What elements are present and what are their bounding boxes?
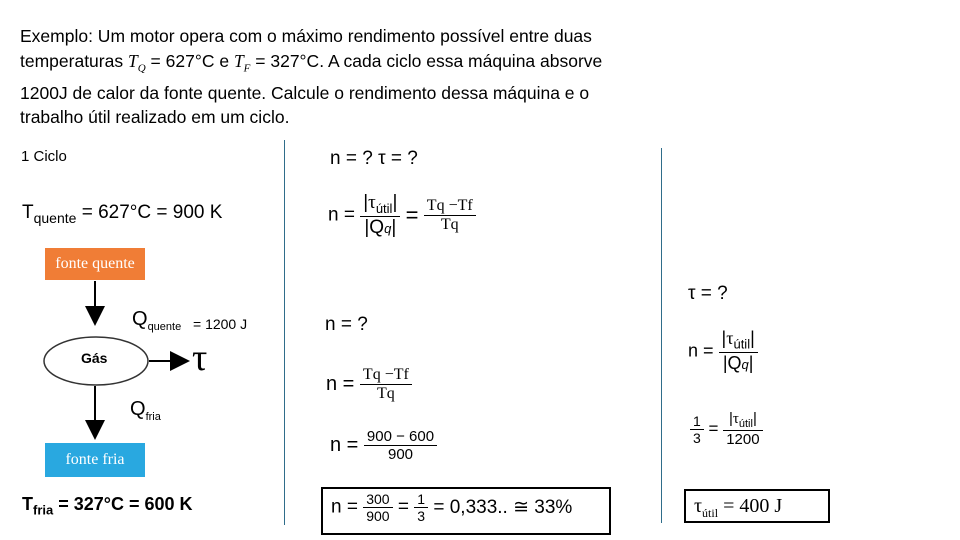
frac-1-3 [414, 491, 428, 524]
final-efficiency-box [321, 487, 611, 535]
divider-right [661, 148, 662, 523]
efficiency-formula-1 [328, 192, 476, 239]
tq-den-2: Tq [376, 385, 395, 402]
final-n: n = [331, 496, 358, 518]
n-equals-right: n = [688, 340, 714, 361]
util-subscript: útil [375, 200, 393, 216]
tq-tf-num-2: Tq −Tf [360, 366, 412, 385]
q-symbol: Q [132, 308, 148, 330]
final-work-box [684, 489, 830, 523]
efficiency-formula-2 [326, 366, 412, 403]
tq-symbol: T [127, 50, 138, 71]
unknowns-label: n = ? τ = ? [330, 148, 418, 169]
final-result: = 0,333.. ≅ 33% [433, 497, 573, 518]
tf-symbol: T [233, 50, 244, 71]
tq-subscript: Q [137, 62, 146, 74]
t-fria-symbol: T [22, 494, 33, 514]
tau-symbol-right: τ [726, 328, 734, 348]
t-quente-subscript: quente [33, 209, 77, 226]
q-symbol-mid: Q [369, 216, 385, 238]
num-1: 1 [414, 491, 428, 508]
q-quente-value: = 1200 J [193, 316, 248, 332]
den-1200: 1200 [726, 431, 760, 448]
num-300: 300 [363, 491, 392, 508]
den-900: 900 [387, 446, 414, 463]
n-unknown-label: n = ? [325, 314, 368, 335]
one: 1 [690, 413, 704, 430]
tau-result-subscript: útil [702, 506, 719, 520]
fonte-fria-box: fonte fria [45, 443, 145, 477]
n-equals-3: n = [330, 434, 359, 456]
q-symbol-right: Q [727, 352, 742, 373]
ciclo-label: 1 Ciclo [21, 148, 67, 165]
frac-den: |Qq| [364, 216, 397, 238]
tau-over-q-fraction-right [719, 328, 758, 374]
eq-right: = [708, 419, 719, 438]
problem-line-2c: = 327°C. A cada ciclo essa máquina absorve [255, 50, 603, 71]
frac-num: $|\tau_{útil}|$ [360, 192, 400, 217]
util-subscript-right: útil [733, 336, 751, 352]
frac-den-right: |Qq| [722, 352, 754, 373]
three: 3 [693, 429, 701, 446]
frac-num-right: $|\tau_{útil}|$ [719, 328, 758, 353]
problem-line-3: 1200J de calor da fonte quente. Calcule o rendimento dessa máquina e o [20, 82, 590, 103]
gas-label: Gás [81, 350, 108, 366]
frac-one-third [690, 413, 704, 446]
tq-tf-num: Tq −Tf [424, 197, 476, 216]
frac-300-900 [363, 491, 392, 524]
n-equals: n = [328, 204, 355, 226]
tau-symbol: τ [192, 337, 208, 379]
tq-tf-fraction [424, 197, 476, 234]
q-quente-line [132, 308, 181, 333]
den-3: 3 [417, 508, 426, 524]
tau-num: $|\tau_{útil}|$ [723, 410, 762, 431]
numeric-fraction [364, 428, 437, 463]
t-fria-subscript: fria [33, 502, 54, 518]
q-fria-subscript: fria [145, 411, 161, 423]
tf-subscript: F [243, 62, 251, 74]
tau-over-1200-fraction [723, 410, 762, 448]
den-900b: 900 [366, 508, 390, 524]
equals-sign: = [405, 202, 419, 228]
q-fria-symbol: Q [130, 398, 146, 420]
tau-result-symbol: τ [694, 495, 703, 517]
one-third-equation [690, 410, 763, 448]
fonte-quente-box: fonte quente [45, 248, 145, 280]
tau-symbol-right-2: τ [732, 411, 739, 427]
t-symbol: T [22, 202, 34, 223]
eq-a: = [397, 496, 409, 518]
tau-unknown-label: τ = ? [688, 283, 728, 304]
q-fria-line [130, 398, 161, 423]
problem-line-2a: temperaturas [20, 50, 124, 71]
tq-tf-fraction-2 [360, 366, 412, 403]
tau-result-value: = 400 J [723, 495, 783, 517]
q-quente-subscript: quente [147, 321, 182, 333]
q-subscript-mid: q [384, 220, 392, 236]
tau-symbol-mid: τ [368, 192, 376, 213]
tau-over-q-fraction [360, 192, 400, 239]
problem-line-1: Exemplo: Um motor opera com o máximo rendimento possível entre duas [20, 26, 592, 46]
efficiency-formula-right [688, 328, 758, 374]
num-900-600: 900 − 600 [364, 428, 437, 446]
q-subscript-right: q [741, 356, 749, 372]
t-fria-value: = 327°C = 600 K [58, 494, 193, 514]
tq-den: Tq [440, 215, 459, 233]
problem-line-4: trabalho útil realizado em um ciclo. [20, 107, 290, 127]
n-equals-2: n = [326, 373, 355, 395]
efficiency-formula-3 [330, 428, 437, 463]
util-subscript-right-2: útil [738, 418, 753, 430]
problem-line-2b: = 627°C e [150, 50, 230, 71]
t-fria-line [22, 494, 193, 518]
t-quente-value: = 627°C = 900 K [81, 202, 223, 223]
